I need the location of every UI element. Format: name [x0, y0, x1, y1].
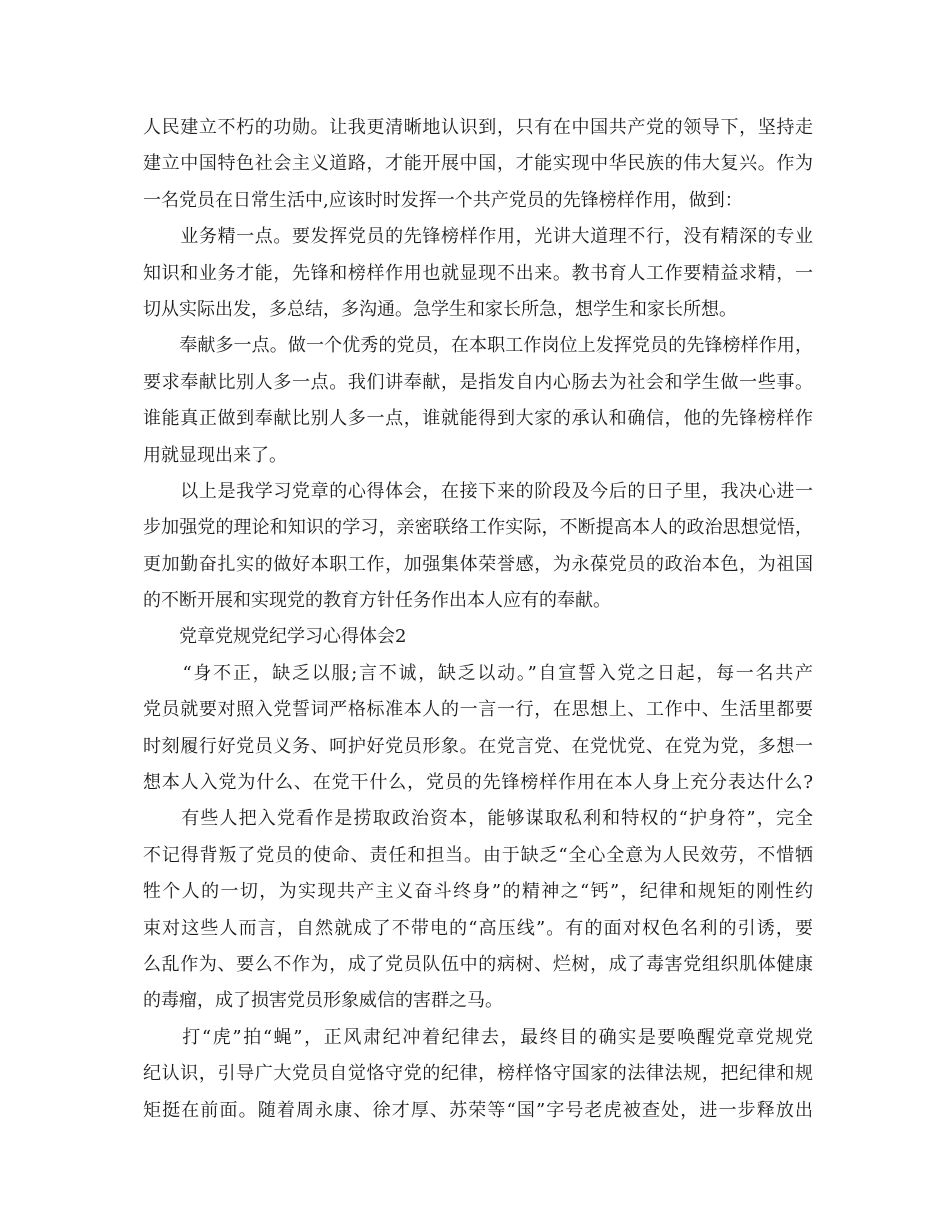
text-line: 矩挺在前面。随着周永康、徐才厚、苏荣等“国”字号老虎被查处，进一步释放出 — [143, 1099, 813, 1121]
text-line: 打“虎”拍“蝇”，正风肃纪冲着纪律去，最终目的确实是要唤醒党章党规党 — [143, 1026, 813, 1048]
section-heading: 党章党规党纪学习心得体会2 — [143, 626, 407, 648]
text-line: 知识和业务才能，先锋和榜样作用也就显现不出来。教书育人工作要精益求精，一 — [143, 262, 813, 284]
document-body — [143, 110, 813, 1129]
text-line: 不记得背叛了党员的使命、责任和担当。由于缺乏“全心全意为人民效劳，不惜牺 — [143, 844, 813, 866]
text-line: 时刻履行好党员义务、呵护好党员形象。在党言党、在党忧党、在党为党，多想一 — [143, 735, 813, 757]
text-line: 更加勤奋扎实的做好本职工作，加强集体荣誉感，为永葆党员的政治本色，为祖国 — [143, 553, 813, 575]
text-line: 切从实际出发，多总结，多沟通。急学生和家长所急，想学生和家长所想。 — [143, 298, 737, 320]
text-line: 束对这些人而言，自然就成了不带电的“高压线”。有的面对权色名利的引诱，要 — [143, 917, 813, 939]
text-line: 党员就要对照入党誓词严格标准本人的一言一行，在思想上、工作中、生活里都要 — [143, 699, 813, 721]
text-line: 以上是我学习党章的心得体会，在接下来的阶段及今后的日子里，我决心进一 — [143, 480, 813, 502]
text-line: 建立中国特色社会主义道路，才能开展中国，才能实现中华民族的伟大复兴。作为 — [143, 153, 813, 175]
text-line: 的毒瘤，成了损害党员形象威信的害群之马。 — [143, 990, 503, 1012]
text-line: 业务精一点。要发挥党员的先锋榜样作用，光讲大道理不行，没有精深的专业 — [143, 226, 813, 248]
text-line: 要求奉献比别人多一点。我们讲奉献，是指发自内心肠去为社会和学生做一些事。 — [143, 371, 813, 393]
text-line: 么乱作为、要么不作为，成了党员队伍中的病树、烂树，成了毒害党组织肌体健康 — [143, 953, 813, 975]
text-line: 牲个人的一切，为实现共产主义奋斗终身”的精神之“钙”，纪律和规矩的刚性约 — [143, 881, 813, 903]
text-line: “身不正，缺乏以服;言不诚，缺乏以动。”自宣誓入党之日起，每一名共产 — [143, 662, 813, 684]
text-line: 谁能真正做到奉献比别人多一点，谁就能得到大家的承认和确信，他的先锋榜样作 — [143, 408, 813, 430]
text-line: 的不断开展和实现党的教育方针任务作出本人应有的奉献。 — [143, 590, 611, 612]
text-line: 想本人入党为什么、在党干什么，党员的先锋榜样作用在本人身上充分表达什么? — [143, 772, 813, 794]
text-line: 步加强党的理论和知识的学习，亲密联络工作实际，不断提高本人的政治思想觉悟， — [143, 517, 813, 539]
text-line: 纪认识，引导广大党员自觉恪守党的纪律，榜样恪守国家的法律法规，把纪律和规 — [143, 1063, 813, 1085]
text-line: 奉献多一点。做一个优秀的党员，在本职工作岗位上发挥党员的先锋榜样作用， — [143, 335, 813, 357]
text-line: 人民建立不朽的功勋。让我更清晰地认识到，只有在中国共产党的领导下，坚持走 — [143, 117, 813, 138]
text-line: 一名党员在日常生活中,应该时时发挥一个共产党员的先锋榜样作用，做到： — [143, 189, 743, 211]
text-line: 有些人把入党看作是捞取政治资本，能够谋取私利和特权的“护身符”，完全 — [143, 808, 813, 830]
text-line: 用就显现出来了。 — [143, 444, 287, 466]
